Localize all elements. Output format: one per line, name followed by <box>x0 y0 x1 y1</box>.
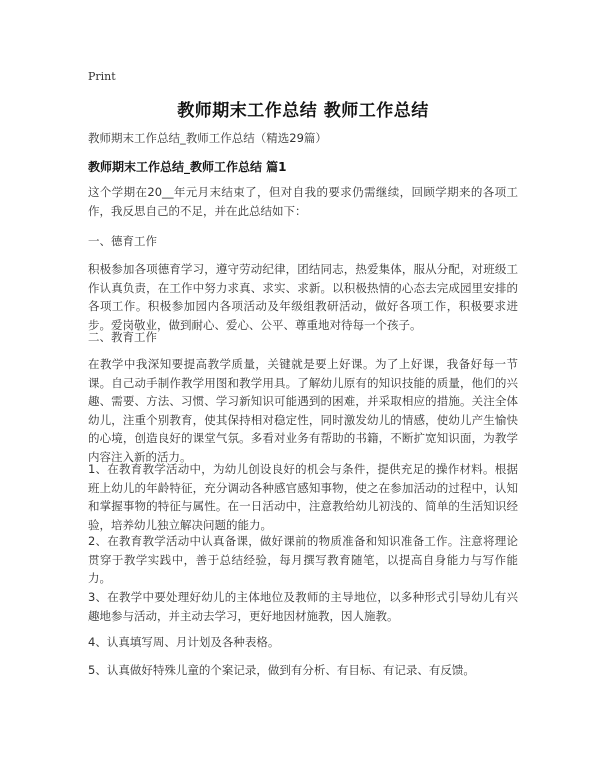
print-label: Print <box>88 70 116 83</box>
teaching-heading: 二、教育工作 <box>88 330 157 344</box>
item-4-paragraph: 4、认真填写周、月计划及各种表格。 <box>88 635 280 649</box>
teaching-paragraph: 在教学中我深知要提高教学质量，关键就是要上好课。为了上好课，我备好每一节课。自己动手制作教学用图和教学用具。了解幼儿原有的知识技能的质量，他们的兴趣、需要、方法、习惯、学习新知识可能遇到的困难，并采取相应的措施。关注全体幼儿，注重个别教育，使其保持相对稳定性，同时激发幼儿的情感，使幼儿产生愉快的心境，创造良好的课堂气氛。多看对业务有帮助的书籍，不断扩宽知识面，为教学内容注入新的活力。 <box>88 357 518 464</box>
document-subtitle: 教师期末工作总结_教师工作总结（精选29篇） <box>88 131 327 145</box>
page-title: 教师期末工作总结 教师工作总结 <box>177 101 429 121</box>
item-1-paragraph: 1、在教育教学活动中，为幼儿创设良好的机会与条件，提供充足的操作材料。根据班上幼儿的年龄特征，充分调动各种感官感知事物，使之在参加活动的过程中，认知和掌握事物的特征与属性。在一日活动中，注意教给幼儿初浅的、简单的生活知识经验，培养幼儿独立解决问题的能力。 <box>88 462 518 532</box>
moral-paragraph: 积极参加各项德育学习，遵守劳动纪律，团结同志，热爱集体，服从分配，对班级工作认真负责，在工作中努力求真、求实、求新。以积极热情的心态去完成园里安排的各项工作。积极参加园内各项活动及年级组教研活动，做好各项工作，积极要求进步。爱岗敬业，做到耐心、爱心、公平、尊重地对待每一个孩子。 <box>88 262 518 332</box>
section-heading: 教师期末工作总结_教师工作总结 篇1 <box>88 160 287 174</box>
intro-paragraph: 这个学期在20__年元月末结束了，但对自我的要求仍需继续，回顾学期来的各项工作，我反思自己的不足，并在此总结如下： <box>88 185 518 218</box>
item-5-paragraph: 5、认真做好特殊儿童的个案记录，做到有分析、有目标、有记录、有反馈。 <box>88 663 475 677</box>
item-3-paragraph: 3、在教学中要处理好幼儿的主体地位及教师的主导地位，以多种形式引导幼儿有兴趣地参与活动，并主动去学习，更好地因材施教，因人施教。 <box>88 590 518 623</box>
moral-heading: 一、德育工作 <box>88 234 157 248</box>
item-2-paragraph: 2、在教育教学活动中认真备课，做好课前的物质准备和知识准备工作。注意将理论贯穿于教学实践中，善于总结经验，每月撰写教育随笔，以提高自身能力与写作能力。 <box>88 534 518 585</box>
